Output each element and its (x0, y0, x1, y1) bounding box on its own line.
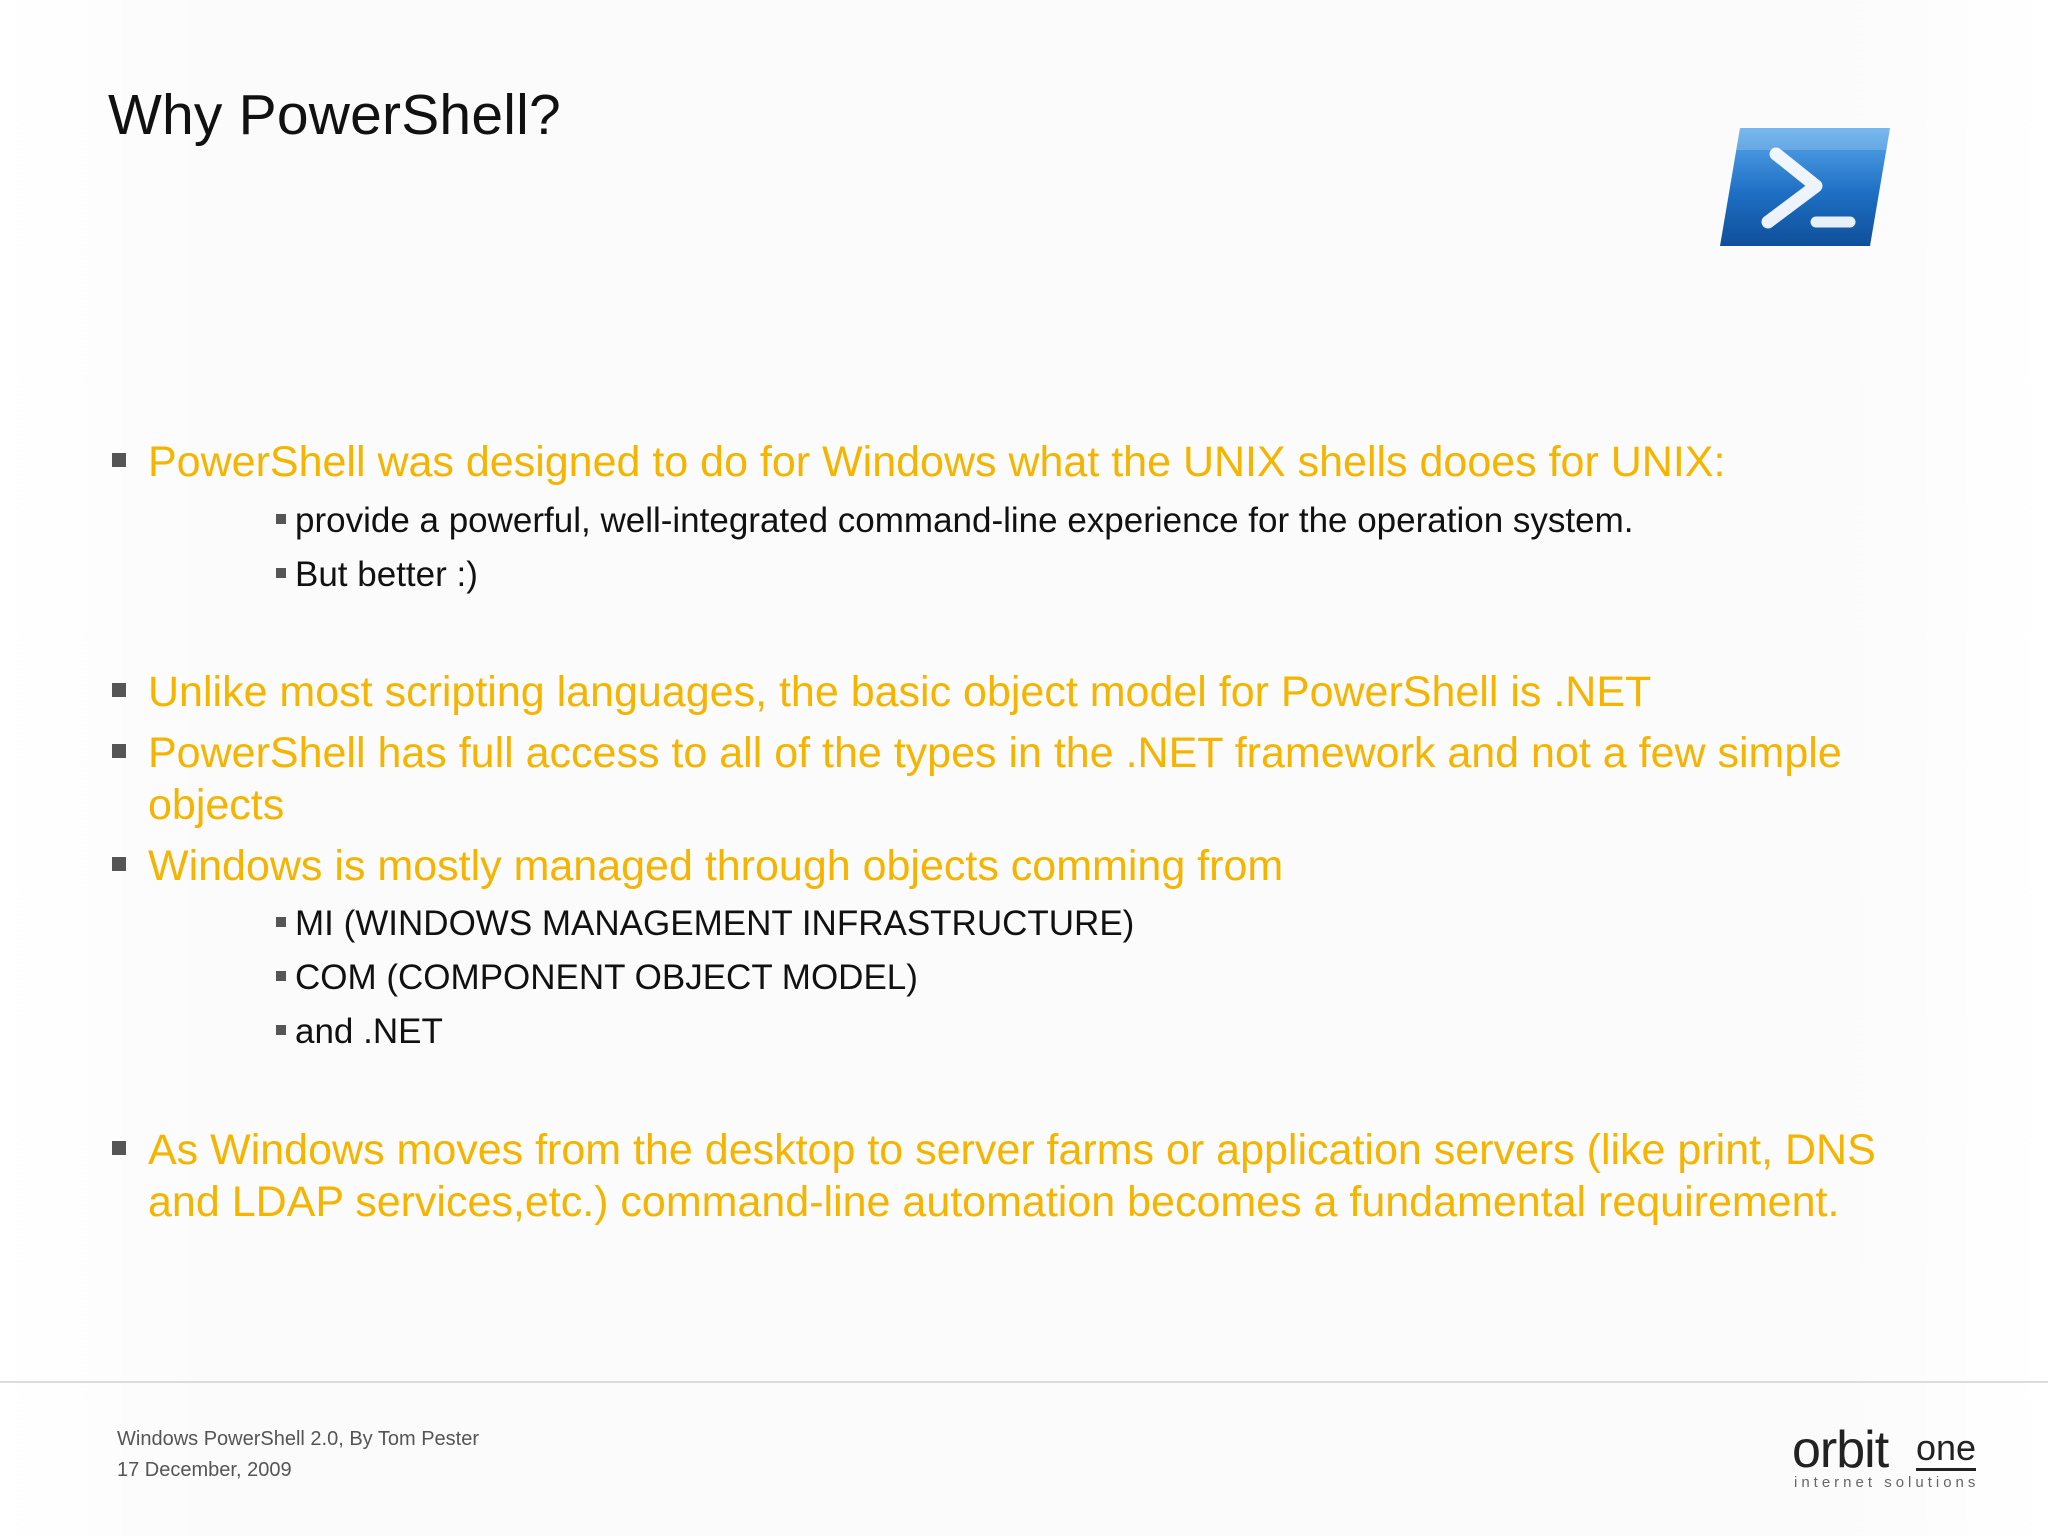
bullet-1-sub-2: But better :) (295, 555, 478, 594)
bullet-4-sub-2: COM (COMPONENT OBJECT MODEL) (295, 958, 918, 997)
bullet-4: Windows is mostly managed through objects comming from (148, 840, 1908, 892)
bullet-3: PowerShell has full access to all of the types in the .NET framework and not a few simple objects (148, 727, 1908, 831)
bullet-1-sub-1: provide a powerful, well-integrated command-line experience for the operation system. (295, 501, 1634, 540)
footer-author: Windows PowerShell 2.0, By Tom Pester (117, 1428, 480, 1450)
orbit-logo-tagline: internet solutions (1794, 1474, 1980, 1491)
bullet-5: As Windows moves from the desktop to server farms or application servers (like print, DNS and LDAP services,etc.) command-line automation becomes a fundamental requirement. (148, 1124, 1908, 1228)
footer-date: 17 December, 2009 (117, 1459, 292, 1481)
powershell-logo-icon (1718, 124, 1892, 250)
orbit-logo-word: orbit (1792, 1421, 1889, 1479)
slide-title: Why PowerShell? (108, 83, 561, 147)
bullet-4-sub-1: MI (WINDOWS MANAGEMENT INFRASTRUCTURE) (295, 904, 1135, 943)
bullet-2: Unlike most scripting languages, the basic object model for PowerShell is .NET (148, 666, 1908, 718)
orbit-one-logo (1792, 1421, 1982, 1492)
orbit-logo-suffix: one (1916, 1430, 1976, 1471)
bullet-1: PowerShell was designed to do for Windows what the UNIX shells dooes for UNIX: (148, 436, 1908, 488)
footer-divider (0, 1381, 2048, 1383)
bullet-4-sub-3: and .NET (295, 1012, 443, 1051)
